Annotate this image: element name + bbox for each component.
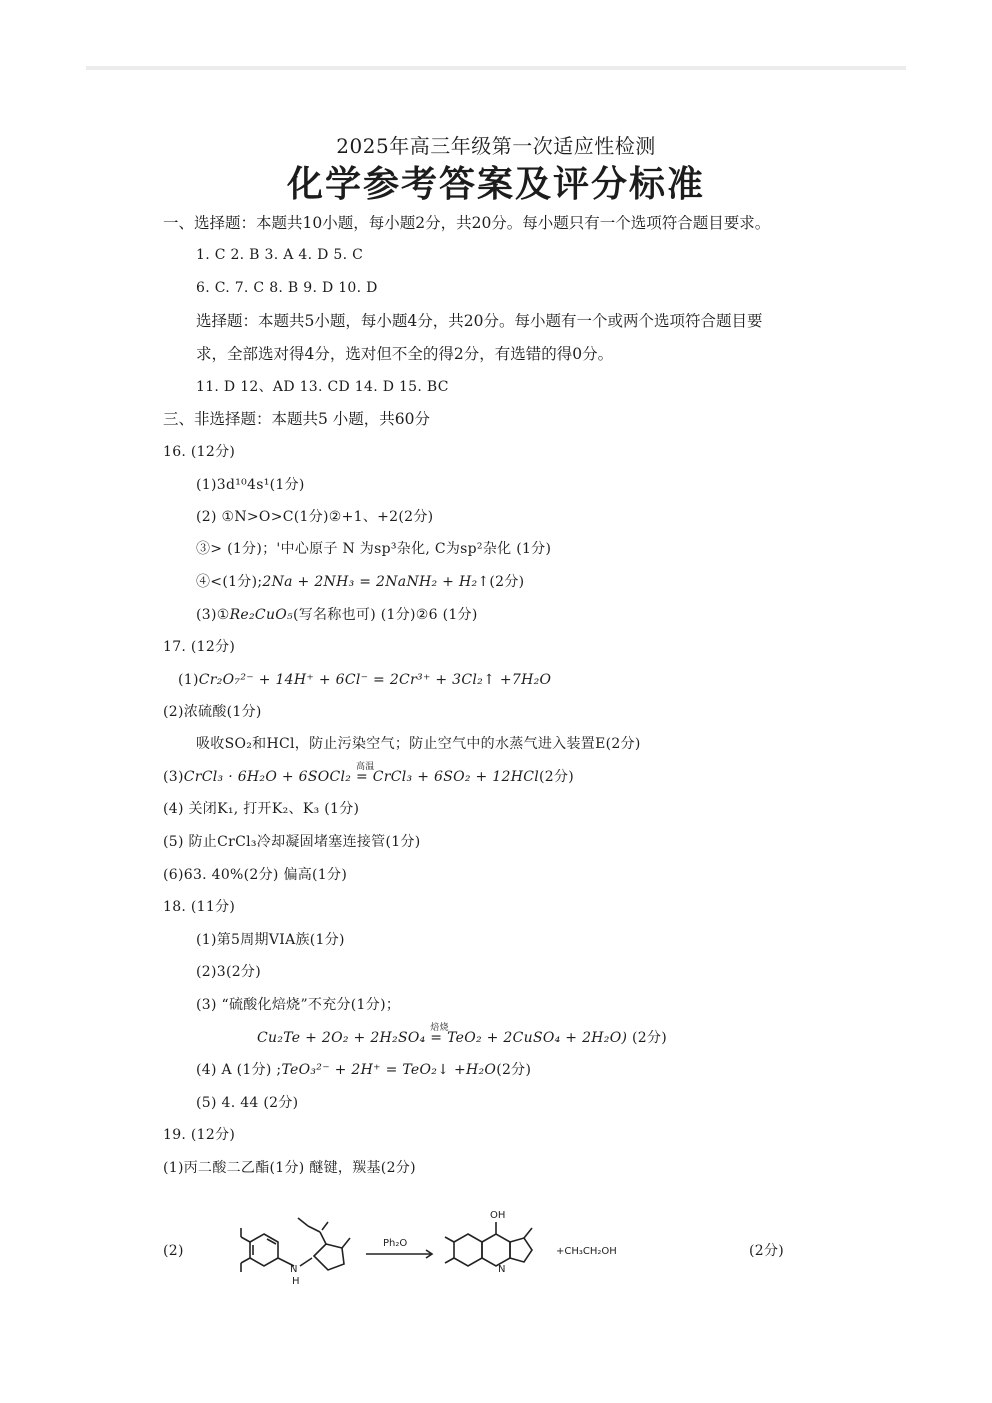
- q18-line-5-prefix: (4) A (1分) ;: [196, 1062, 282, 1078]
- q18-equation-1-right: TeO₂ + 2CuSO₄ + 2H₂O): [442, 1030, 628, 1046]
- reactant-ketone-carbonyl: [342, 1238, 350, 1248]
- q18-line-5-score: (2分): [496, 1062, 532, 1078]
- product-nitrogen-label: N: [498, 1264, 506, 1275]
- q16-line-5-score: (写名称也可) (1分)②6 (1分): [292, 607, 478, 623]
- q18-equation-1-left: Cu₂Te + 2O₂ + 2H₂SO₄: [257, 1030, 431, 1046]
- exam-name: 2025年高三年级第一次适应性检测: [336, 134, 656, 158]
- q16-heading: 16. (12分): [163, 444, 236, 460]
- reactant-methoxy-bond-1: [241, 1237, 250, 1242]
- reaction-scheme: [236, 1204, 716, 1300]
- q19-line-1: (1)丙二酸二乙酯(1分) 醚键，羰基(2分): [163, 1160, 416, 1176]
- q17-equation-2-right: CrCl₃ + 6SO₂ + 12HCl: [368, 769, 540, 785]
- q18-condition: 焙烧: [430, 1023, 449, 1033]
- q17-line-1: [178, 669, 551, 691]
- reactant-ester-bond: [308, 1226, 320, 1232]
- q19-heading: 19. (12分): [163, 1127, 236, 1143]
- product-pyridine-ring: [482, 1234, 510, 1266]
- part2-heading-1: 选择题：本题共5小题，每小题4分，共20分。每小题有一个或两个选项符合题目要: [196, 312, 763, 330]
- q16-line-5-prefix: (3)①: [196, 607, 230, 623]
- q17-line-4-prefix: (3): [163, 769, 184, 785]
- q17-equation-2-left: CrCl₃ · 6H₂O + 6SOCl₂: [183, 769, 356, 785]
- page-title: 化学参考答案及评分标准: [286, 163, 705, 205]
- q16-formula: Re₂CuO₅: [229, 607, 293, 623]
- q16-line-4-prefix: ④<(1分);: [196, 574, 263, 590]
- q18-line-4: [257, 1023, 668, 1049]
- q18-line-2: (2)3(2分): [196, 964, 261, 980]
- reagent-label: Ph₂O: [383, 1238, 408, 1249]
- q16-equation-1: 2Na + 2NH₃ = 2NaNH₂ + H₂↑: [262, 574, 490, 590]
- q17-line-4: [163, 762, 575, 788]
- product-methoxy-bond-2: [445, 1258, 454, 1263]
- q17-line-2: (2)浓硫酸(1分): [163, 704, 262, 720]
- q17-heading: 17. (12分): [163, 639, 236, 655]
- page-top-rule: [86, 66, 906, 70]
- reactant-ethyl-bond: [298, 1218, 308, 1226]
- reactant-ester-carbonyl: [322, 1222, 328, 1230]
- q18-line-5: [196, 1059, 531, 1081]
- q18-heading: 18. (11分): [163, 899, 236, 915]
- part1-answers-a: 1. C 2. B 3. A 4. D 5. C: [196, 247, 364, 263]
- reactant-furanone-ring: [314, 1244, 344, 1270]
- q17-line-3: 吸收SO₂和HCl，防止污染空气；防止空气中的水蒸气进入装置E(2分): [196, 736, 641, 752]
- q18-equals-with-condition: 焙烧 =: [430, 1027, 442, 1049]
- q16-line-2: (2) ①N>O>C(1分)②+1、+2(2分): [196, 509, 434, 525]
- product-methoxy-bond-1: [445, 1237, 454, 1242]
- q16-line-1: (1)3d¹⁰4s¹(1分): [196, 477, 305, 493]
- product-hydroxyl-label: OH: [490, 1210, 506, 1221]
- part3-heading: 三、非选择题：本题共5 小题，共60分: [163, 410, 431, 428]
- q18-line-3: (3) “硫酸化焙烧”不充分(1分)；: [196, 997, 401, 1013]
- q16-line-5: [196, 604, 478, 626]
- q17-equation-1: Cr₂O₇²⁻ + 14H⁺ + 6Cl⁻ = 2Cr³⁺ + 3Cl₂↑ +7H₂O: [198, 672, 552, 688]
- reactant-n-vinyl-bond: [300, 1258, 312, 1266]
- q17-line-1-prefix: (1): [178, 672, 199, 688]
- product-furan-ring: [510, 1238, 532, 1262]
- reactant-ester-bond: [320, 1232, 326, 1244]
- reactant-benzene-ring: [250, 1234, 278, 1266]
- part2-answers: 11. D 12、AD 13. CD 14. D 15. BC: [196, 379, 449, 395]
- q17-equals-with-condition: 高温 =: [356, 766, 368, 788]
- product-ketone-carbonyl: [524, 1228, 532, 1238]
- product-benzene-ring: [454, 1234, 482, 1266]
- q17-condition: 高温: [355, 762, 375, 772]
- q16-line-4: [196, 571, 524, 593]
- q17-line-5: (4) 关闭K₁, 打开K₂、K₃ (1分): [163, 801, 360, 817]
- q17-line-7: (6)63. 40%(2分) 偏高(1分): [163, 867, 348, 883]
- reactant-nitrogen-label: N: [290, 1264, 298, 1275]
- reactant-methoxy-bond-2: [241, 1258, 250, 1263]
- q18-line-1: (1)第5周期VIA族(1分): [196, 932, 345, 948]
- part1-heading: 一、选择题：本题共10小题，每小题2分，共20分。每小题只有一个选项符合题目要求。: [163, 214, 771, 232]
- part1-answers-b: 6. C. 7. C 8. B 9. D 10. D: [196, 280, 378, 296]
- reactant-hydrogen-label: H: [292, 1276, 300, 1287]
- q17-line-4-score: (2分): [539, 769, 575, 785]
- q18-line-4-score: (2分): [627, 1030, 668, 1046]
- q18-line-6: (5) 4. 44 (2分): [196, 1095, 299, 1111]
- q19-line-2-label: (2): [163, 1243, 184, 1259]
- part2-heading-2: 求，全部选对得4分，选对但不全的得2分，有选错的得0分。: [196, 345, 614, 363]
- q16-line-4-score: (2分): [489, 574, 525, 590]
- q17-line-6: (5) 防止CrCl₃冷却凝固堵塞连接管(1分): [163, 834, 421, 850]
- q18-equation-2: TeO₃²⁻ + 2H⁺ = TeO₂↓ +H₂O: [281, 1062, 497, 1078]
- byproduct-label: +CH₃CH₂OH: [556, 1246, 617, 1257]
- q16-line-3: ③> (1分)；'中心原子 N 为sp³杂化, C为sp²杂化 (1分): [196, 541, 552, 557]
- q19-line-2-score: (2分): [749, 1243, 785, 1259]
